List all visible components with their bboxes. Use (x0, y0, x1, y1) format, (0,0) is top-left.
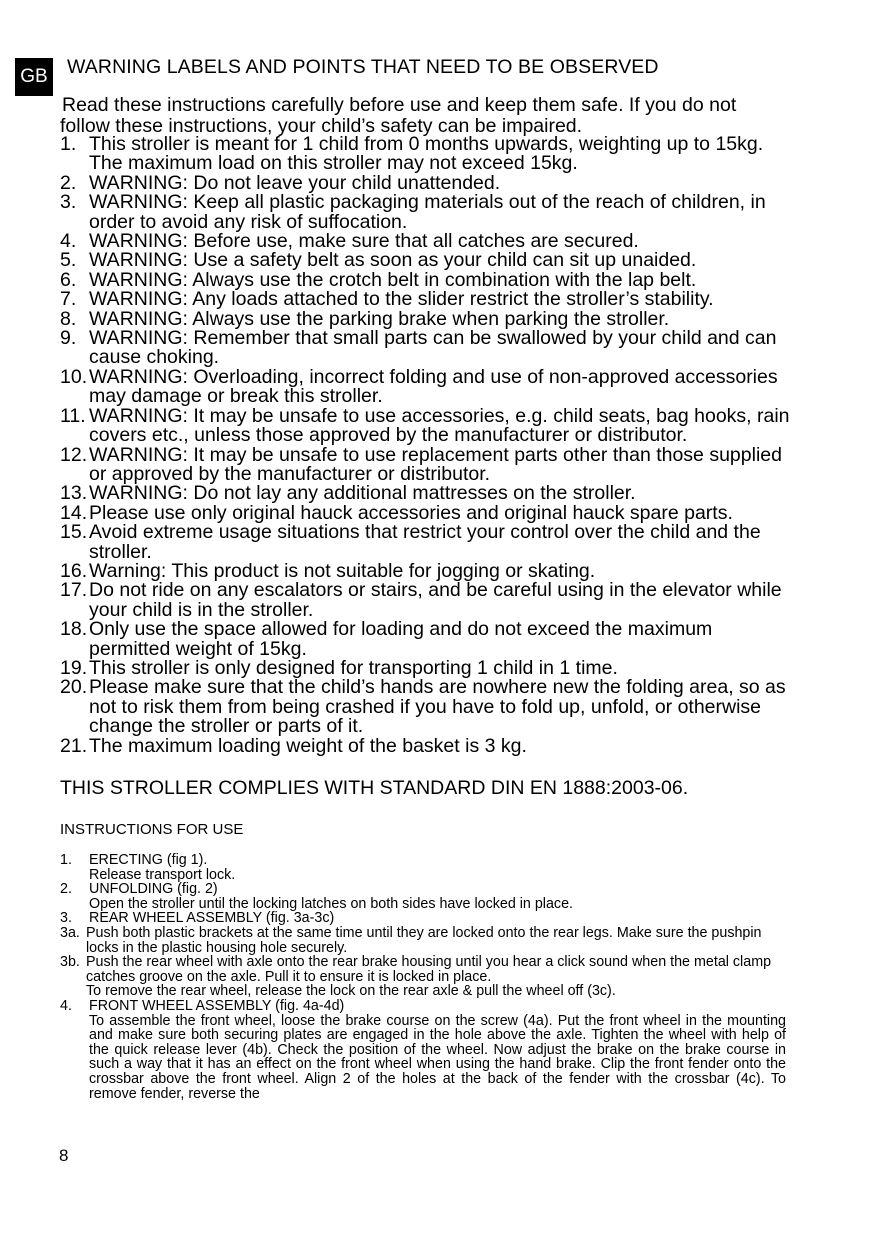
warning-text: WARNING: Overloading, incorrect folding and use of non-approved accessories may damage or break this stroller. (89, 365, 778, 408)
warning-number: 19. (60, 656, 88, 679)
warning-number: 12. (60, 443, 88, 466)
intro-line-1: Read these instructions carefully before use and keep them safe. If you do not (62, 94, 737, 116)
warning-number: 17. (60, 579, 88, 602)
warning-text: Avoid extreme usage situations that restrict your control over the child and the stroller. (89, 521, 761, 563)
instruction-step (60, 999, 786, 1101)
warning-number: 4. (60, 230, 77, 253)
warning-item (60, 678, 795, 736)
warning-text: WARNING: Do not leave your child unattended. (89, 171, 501, 194)
warning-number: 16. (60, 559, 88, 582)
warning-text: This stroller is meant for 1 child from 0 months upwards, weighting up to 15kg. The maximum load on this stroller may not exceed 15kg. (89, 133, 764, 175)
warning-number: 15. (60, 521, 88, 544)
instruction-substep (60, 926, 786, 955)
warning-text: Please make sure that the child’s hands are nowhere new the folding area, so as not to risk them from being crashed if you have to fold up, unfold, or otherwise change the stroller or parts of it. (89, 676, 786, 738)
warning-text: WARNING: Remember that small parts can be swallowed by your child and can cause choking. (89, 327, 777, 369)
warning-number: 13. (60, 482, 88, 505)
warning-item (60, 734, 795, 757)
step-body: Open the stroller until the locking latches on both sides have locked in place. (89, 895, 573, 912)
step-body: Push both plastic brackets at the same time until they are locked onto the rear legs. Make sure the pushpin locks in the plastic housing hole securely. (86, 924, 762, 956)
instruction-step (60, 882, 786, 911)
warning-number: 7. (60, 288, 77, 311)
step-number: 3b. (60, 954, 80, 971)
warning-text: This stroller is only designed for transporting 1 child in 1 time. (89, 656, 618, 679)
warning-text: WARNING: Always use the parking brake when parking the stroller. (89, 307, 670, 330)
step-number: 2. (60, 881, 72, 898)
warning-number: 5. (60, 249, 77, 272)
warning-text: WARNING: It may be unsafe to use replacement parts other than those supplied or approved by the manufacturer or distributor. (89, 443, 782, 485)
instruction-substep (60, 955, 786, 999)
intro-line-2: follow these instructions, your child’s safety can be impaired. (60, 114, 583, 137)
step-number: 3a. (60, 924, 80, 941)
warning-item (60, 404, 795, 447)
warning-item (60, 523, 795, 562)
warning-item (60, 620, 795, 659)
warning-text: WARNING: It may be unsafe to use accessories, e.g. child seats, bag hooks, rain covers etc., unless those approved by the manufacturer or distributor. (89, 404, 790, 447)
step-heading: ERECTING (fig 1). (89, 852, 208, 868)
instructions-heading: INSTRUCTIONS FOR USE (60, 821, 244, 838)
instructions-list (60, 853, 786, 1101)
warning-item (60, 581, 795, 620)
warning-text: Only use the space allowed for loading and do not exceed the maximum permitted weight of 15kg. (89, 618, 713, 660)
step-heading: FRONT WHEEL ASSEMBLY (fig. 4a-4d) (89, 997, 345, 1014)
step-body: To remove the rear wheel, release the lock on the rear axle & pull the wheel off (3c). (86, 983, 616, 1000)
warning-number: 18. (60, 618, 88, 641)
warning-item (60, 365, 795, 408)
step-number: 3. (60, 910, 72, 927)
warning-text: WARNING: Before use, make sure that all catches are secured. (89, 230, 639, 253)
step-heading: REAR WHEEL ASSEMBLY (fig. 3a-3c) (89, 910, 335, 927)
step-heading: UNFOLDING (fig. 2) (89, 881, 218, 898)
warning-text: Please use only original hauck accessories and original hauck spare parts. (89, 501, 733, 524)
step-number: 1. (60, 852, 72, 868)
step-number: 4. (60, 997, 72, 1014)
warning-number: 21. (60, 734, 88, 757)
warning-number: 1. (60, 133, 77, 155)
step-body: Push the rear wheel with axle onto the rear brake housing until you hear a click sound when the metal clamp catches groove on the axle. Pull it to ensure it is locked in place. (86, 954, 772, 985)
warning-number: 14. (60, 501, 88, 524)
warning-number: 6. (60, 268, 77, 291)
warning-item (60, 135, 795, 174)
warning-number: 20. (60, 676, 88, 699)
warning-text: The maximum loading weight of the basket is 3 kg. (89, 734, 527, 757)
warning-item (60, 193, 795, 232)
warning-text: Warning: This product is not suitable for jogging or skating. (89, 559, 596, 582)
step-body: Release transport lock. (89, 866, 236, 883)
intro-paragraph (60, 95, 795, 136)
warning-item (60, 329, 795, 368)
warning-text: WARNING: Do not lay any additional mattresses on the stroller. (89, 482, 636, 505)
compliance-statement: THIS STROLLER COMPLIES WITH STANDARD DIN EN 1888:2003-06. (60, 777, 689, 799)
warning-number: 9. (60, 327, 77, 350)
warning-text: WARNING: Keep all plastic packaging materials out of the reach of children, in order to avoid any risk of suffocation. (89, 191, 766, 233)
page-number: 8 (59, 1146, 69, 1165)
warning-number: 11. (60, 404, 86, 427)
warning-number: 3. (60, 191, 77, 214)
warning-number: 8. (60, 307, 77, 330)
warning-item (60, 443, 795, 485)
warning-text: WARNING: Always use the crotch belt in combination with the lap belt. (89, 268, 697, 291)
instruction-step (60, 911, 786, 926)
instruction-step (60, 853, 786, 882)
page-title: WARNING LABELS AND POINTS THAT NEED TO BE OBSERVED (67, 56, 659, 78)
warning-text: Do not ride on any escalators or stairs, and be careful using in the elevator while your child is in the stroller. (89, 579, 782, 621)
warning-number: 10. (60, 365, 88, 388)
warning-text: WARNING: Any loads attached to the slider restrict the stroller’s stability. (89, 288, 714, 311)
warning-text: WARNING: Use a safety belt as soon as your child can sit up unaided. (89, 249, 697, 272)
language-badge: GB (15, 58, 53, 96)
step-body: To assemble the front wheel, loose the brake course on the screw (4a). Put the front wheel in the mounting and make sure both securing plates are engaged in the hole above the axle. Tighten the wheel with help of the quick release lever (4b). Check the position of the wheel. Now adjust the brake on the brake course in such a way that it has an effect on the front wheel when using the hand brake. Clip the front fender onto the crossbar above the front wheel. Align 2 of the holes at the back of the fender with the crossbar (4c). To remove fender, reverse the (89, 1012, 786, 1102)
warning-number: 2. (60, 171, 77, 194)
warning-list (60, 135, 795, 756)
